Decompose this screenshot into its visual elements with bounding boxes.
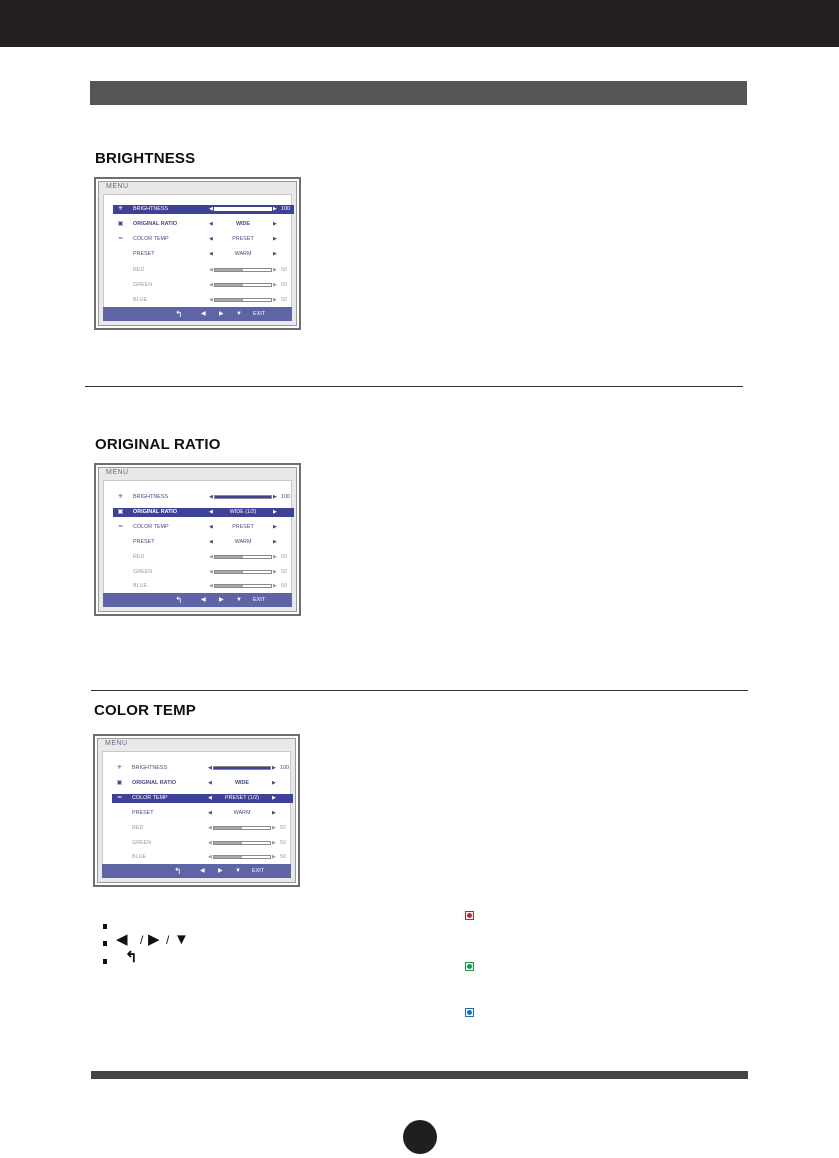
osd-row-preset[interactable] <box>113 538 293 547</box>
osd-row-color-temp[interactable] <box>112 794 293 803</box>
color-temp-heading: COLOR TEMP <box>94 702 196 719</box>
triangle-down-icon[interactable]: ▼ <box>236 311 242 317</box>
triangle-left-icon[interactable]: ◀ <box>209 583 213 589</box>
osd-row-green[interactable] <box>112 839 292 848</box>
brightness-value: 100 <box>281 206 290 212</box>
triangle-right-icon[interactable]: ▶ <box>273 251 277 257</box>
row-label: GREEN <box>133 569 153 575</box>
row-label: ORIGINAL RATIO <box>133 221 178 227</box>
osd-row-red[interactable] <box>113 266 293 275</box>
red-dot <box>467 913 472 918</box>
triangle-right-icon[interactable]: ▶ <box>273 539 277 545</box>
red-swatch-icon <box>465 911 474 920</box>
green-value: 50 <box>281 282 287 288</box>
triangle-left-icon[interactable]: ◀ <box>208 765 212 771</box>
bullet <box>103 941 107 946</box>
brightness-heading: BRIGHTNESS <box>95 150 196 167</box>
header-band <box>0 0 839 47</box>
ratio-icon: ▣ <box>117 221 124 227</box>
osd-menu-original-ratio <box>94 463 301 616</box>
triangle-right-icon[interactable]: ▶ <box>219 311 224 317</box>
triangle-right-icon[interactable]: ▶ <box>273 554 277 560</box>
triangle-right-icon[interactable]: ▶ <box>218 868 223 874</box>
osd-row-blue[interactable] <box>113 296 293 305</box>
osd-row-color-temp[interactable] <box>113 523 293 532</box>
osd-row-color-temp[interactable] <box>113 235 293 244</box>
triangle-right-icon[interactable]: ▶ <box>272 810 276 816</box>
blue-bar[interactable] <box>214 298 272 302</box>
osd-footer <box>103 307 292 321</box>
osd-menu-brightness <box>94 177 301 330</box>
triangle-left-icon[interactable]: ◀ <box>209 569 213 575</box>
osd-frame <box>98 467 297 612</box>
triangle-left-icon[interactable]: ◀ <box>200 868 205 874</box>
thermometer-icon: ━ <box>117 795 122 801</box>
triangle-left-icon[interactable]: ◀ <box>208 854 212 860</box>
green-value: 50 <box>281 569 287 575</box>
blue-bar-fill <box>215 585 243 587</box>
red-bar-fill <box>215 556 243 558</box>
row-label: GREEN <box>133 282 153 288</box>
separator: / <box>166 933 170 947</box>
brightness-value: 100 <box>281 494 290 500</box>
triangle-left-icon[interactable]: ◀ <box>209 206 213 212</box>
sun-icon: ✳ <box>116 765 123 771</box>
triangle-right-icon[interactable]: ▶ <box>273 267 277 273</box>
triangle-left-icon[interactable]: ◀ <box>209 297 213 303</box>
blue-bar-fill <box>214 856 242 858</box>
ratio-icon: ▣ <box>117 509 124 515</box>
triangle-left-icon[interactable]: ◀ <box>209 251 213 257</box>
blue-value: 50 <box>281 297 287 303</box>
blue-dot <box>467 1010 472 1015</box>
osd-row-brightness[interactable] <box>113 205 294 214</box>
triangle-down-icon[interactable]: ▼ <box>235 868 241 874</box>
row-label: GREEN <box>132 840 152 846</box>
ratio-value: WIDE <box>235 221 251 227</box>
triangle-right-icon[interactable]: ▶ <box>273 583 277 589</box>
osd-row-blue[interactable] <box>113 582 293 591</box>
triangle-right-icon[interactable]: ▶ <box>273 569 277 575</box>
triangle-right-icon[interactable]: ▶ <box>272 795 276 801</box>
osd-frame <box>97 738 296 883</box>
divider <box>91 690 748 691</box>
ratio-icon: ▣ <box>116 780 123 786</box>
osd-footer <box>102 864 291 878</box>
triangle-left-icon[interactable]: ◀ <box>208 810 212 816</box>
color-temp-value: PRESET <box>232 524 254 530</box>
color-temp-value: PRESET (1/2) <box>224 795 260 801</box>
osd-body <box>103 480 292 595</box>
red-bar-fill <box>214 827 242 829</box>
row-label: BLUE <box>133 297 148 303</box>
red-bar[interactable] <box>213 826 271 830</box>
osd-menu-title: MENU <box>106 469 129 476</box>
triangle-left-icon[interactable]: ◀ <box>208 825 212 831</box>
osd-row-brightness[interactable] <box>112 764 292 773</box>
sun-icon: ✳ <box>117 494 124 500</box>
brightness-value: 100 <box>280 765 289 771</box>
triangle-left-icon[interactable]: ◀ <box>209 494 213 500</box>
osd-footer <box>103 593 292 607</box>
triangle-left-icon[interactable]: ◀ <box>209 221 213 227</box>
triangle-left-icon[interactable]: ◀ <box>209 509 213 515</box>
row-label: BLUE <box>133 583 148 589</box>
triangle-right-icon[interactable]: ▶ <box>273 221 277 227</box>
return-arrow-icon: ↰ <box>125 949 138 966</box>
row-label: RED <box>132 825 144 831</box>
blue-value: 50 <box>280 854 286 860</box>
row-label: ORIGINAL RATIO <box>133 509 178 515</box>
brightness-bar[interactable] <box>214 207 272 211</box>
osd-menu-title: MENU <box>105 740 128 747</box>
triangle-right-icon[interactable]: ▶ <box>273 206 277 212</box>
exit-label[interactable]: EXIT <box>253 597 265 603</box>
blue-value: 50 <box>281 583 287 589</box>
osd-menu-title: MENU <box>106 183 129 190</box>
preset-value: WARM <box>234 251 252 257</box>
osd-row-original-ratio[interactable] <box>112 779 292 788</box>
ratio-value: WIDE (1/2) <box>229 509 257 515</box>
original-ratio-heading: ORIGINAL RATIO <box>95 436 221 453</box>
return-arrow-icon[interactable]: ↰ <box>174 866 182 876</box>
triangle-right-icon[interactable]: ▶ <box>273 236 277 242</box>
green-dot <box>467 964 472 969</box>
triangle-left-icon[interactable]: ◀ <box>208 840 212 846</box>
row-label: RED <box>133 554 145 560</box>
osd-body <box>103 194 292 309</box>
row-label: PRESET <box>132 810 154 816</box>
green-value: 50 <box>280 840 286 846</box>
footer-bar <box>91 1071 748 1079</box>
blue-bar[interactable] <box>214 584 272 588</box>
red-bar[interactable] <box>214 268 272 272</box>
brightness-bar-fill <box>215 496 271 498</box>
thermometer-icon: ━ <box>118 236 123 242</box>
triangle-left-icon: ◀ <box>116 931 128 948</box>
green-bar[interactable] <box>213 841 271 845</box>
exit-label[interactable]: EXIT <box>253 311 265 317</box>
green-bar-fill <box>215 571 243 573</box>
triangle-left-icon[interactable]: ◀ <box>209 539 213 545</box>
osd-row-original-ratio[interactable] <box>113 220 293 229</box>
preset-value: WARM <box>234 539 252 545</box>
triangle-right-icon[interactable]: ▶ <box>273 524 277 530</box>
osd-row-blue[interactable] <box>112 853 292 862</box>
triangle-right-icon[interactable]: ▶ <box>272 825 276 831</box>
exit-label[interactable]: EXIT <box>252 868 264 874</box>
green-bar[interactable] <box>214 283 272 287</box>
row-label: RED <box>133 267 145 273</box>
row-label: PRESET <box>133 251 155 257</box>
row-label: COLOR TEMP <box>133 236 169 242</box>
green-bar-fill <box>214 842 242 844</box>
triangle-right-icon[interactable]: ▶ <box>272 765 276 771</box>
triangle-right-icon[interactable]: ▶ <box>272 854 276 860</box>
green-bar[interactable] <box>214 570 272 574</box>
section-bar <box>90 81 747 105</box>
red-bar-fill <box>215 269 243 271</box>
color-temp-value: PRESET <box>232 236 254 242</box>
triangle-right-icon[interactable]: ▶ <box>219 597 224 603</box>
triangle-right-icon[interactable]: ▶ <box>272 840 276 846</box>
row-label: BLUE <box>132 854 147 860</box>
triangle-left-icon[interactable]: ◀ <box>208 795 212 801</box>
osd-row-red[interactable] <box>113 553 293 562</box>
brightness-bar[interactable] <box>214 495 272 499</box>
osd-row-preset[interactable] <box>113 250 293 259</box>
bullet <box>103 924 107 929</box>
triangle-left-icon[interactable]: ◀ <box>208 780 212 786</box>
row-label: PRESET <box>133 539 155 545</box>
brightness-bar-fill <box>215 208 271 210</box>
triangle-right-icon[interactable]: ▶ <box>273 509 277 515</box>
triangle-right-icon[interactable]: ▶ <box>272 780 276 786</box>
triangle-left-icon[interactable]: ◀ <box>201 597 206 603</box>
triangle-right-icon[interactable]: ▶ <box>273 282 277 288</box>
return-arrow-icon[interactable]: ↰ <box>175 595 183 605</box>
red-value: 50 <box>281 267 287 273</box>
triangle-left-icon[interactable]: ◀ <box>209 524 213 530</box>
green-bar-fill <box>215 284 243 286</box>
thermometer-icon: ━ <box>118 524 123 530</box>
osd-row-preset[interactable] <box>112 809 292 818</box>
triangle-left-icon[interactable]: ◀ <box>209 236 213 242</box>
brightness-bar-fill <box>214 767 270 769</box>
triangle-right-icon[interactable]: ▶ <box>273 297 277 303</box>
blue-bar-fill <box>215 299 243 301</box>
row-label: COLOR TEMP <box>132 795 168 801</box>
preset-value: WARM <box>233 810 251 816</box>
triangle-left-icon[interactable]: ◀ <box>201 311 206 317</box>
sun-icon: ✳ <box>117 206 124 212</box>
row-label: BRIGHTNESS <box>132 765 168 771</box>
red-bar[interactable] <box>214 555 272 559</box>
osd-body <box>102 751 291 866</box>
row-label: COLOR TEMP <box>133 524 169 530</box>
triangle-down-icon: ▼ <box>174 931 189 948</box>
osd-frame <box>98 181 297 326</box>
triangle-left-icon[interactable]: ◀ <box>209 554 213 560</box>
red-value: 50 <box>281 554 287 560</box>
osd-row-original-ratio[interactable] <box>113 508 294 517</box>
green-swatch-icon <box>465 962 474 971</box>
ratio-value: WIDE <box>234 780 250 786</box>
osd-menu-color-temp <box>93 734 300 887</box>
triangle-down-icon[interactable]: ▼ <box>236 597 242 603</box>
triangle-right-icon[interactable]: ▶ <box>273 494 277 500</box>
triangle-left-icon[interactable]: ◀ <box>209 267 213 273</box>
row-label: BRIGHTNESS <box>133 494 169 500</box>
triangle-right-icon: ▶ <box>148 931 160 948</box>
page-number-badge <box>403 1120 437 1154</box>
osd-row-green[interactable] <box>113 281 293 290</box>
brightness-bar[interactable] <box>213 766 271 770</box>
bullet <box>103 959 107 964</box>
red-value: 50 <box>280 825 286 831</box>
osd-row-red[interactable] <box>112 824 292 833</box>
return-arrow-icon[interactable]: ↰ <box>175 309 183 319</box>
osd-row-green[interactable] <box>113 568 293 577</box>
divider <box>85 386 743 387</box>
triangle-left-icon[interactable]: ◀ <box>209 282 213 288</box>
row-label: BRIGHTNESS <box>133 206 169 212</box>
blue-swatch-icon <box>465 1008 474 1017</box>
separator: / <box>140 933 144 947</box>
row-label: ORIGINAL RATIO <box>132 780 177 786</box>
blue-bar[interactable] <box>213 855 271 859</box>
osd-row-brightness[interactable] <box>113 493 293 502</box>
